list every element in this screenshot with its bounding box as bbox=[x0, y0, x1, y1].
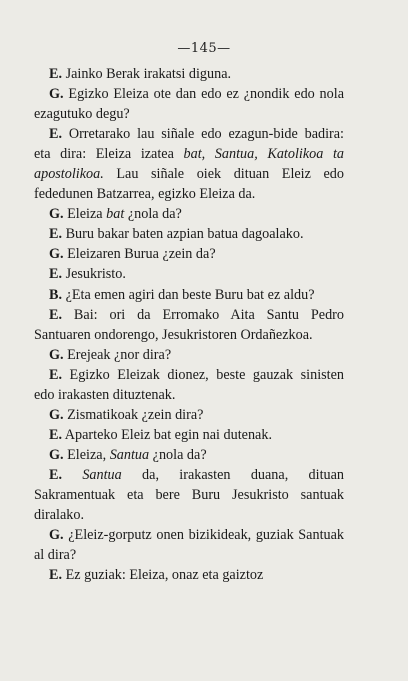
italic-text: bat bbox=[106, 206, 125, 223]
text-run: Jesukristo. bbox=[62, 266, 126, 283]
text-run: ¿Eta emen agiri dan beste Buru bat ez aldu? bbox=[62, 286, 315, 303]
text-run: Lau siñale oiek dituan Eleiz edo fededunen Batzarrea, egizko Eleiza da. bbox=[34, 166, 344, 203]
paragraph bbox=[34, 124, 344, 204]
speaker-label: E. bbox=[49, 266, 63, 283]
speaker-label: E. bbox=[49, 126, 63, 143]
text-run bbox=[323, 146, 333, 162]
text-run: Zismatikoak ¿zein dira? bbox=[63, 406, 204, 423]
speaker-label: E. bbox=[49, 366, 63, 383]
paragraph bbox=[34, 224, 344, 244]
page-text bbox=[34, 64, 344, 585]
text-run: Egizko Eleiza ote dan edo ez ¿nondik edo nola ezagutuko degu? bbox=[34, 86, 344, 123]
paragraph bbox=[34, 204, 344, 224]
italic-text: Santua bbox=[109, 446, 150, 463]
text-run: Jainko Berak irakatsi diguna. bbox=[62, 66, 232, 82]
italic-text: Santua bbox=[82, 466, 122, 483]
speaker-label: E. bbox=[49, 426, 63, 443]
speaker-label: E. bbox=[49, 306, 63, 323]
speaker-label: G. bbox=[49, 206, 64, 223]
text-run: Buru bakar baten azpian batua dagoalako. bbox=[62, 226, 304, 243]
paragraph bbox=[34, 445, 344, 465]
text-run: Eleiza bbox=[63, 206, 107, 223]
paragraph bbox=[34, 285, 344, 305]
speaker-label: G. bbox=[49, 406, 64, 423]
text-run: Erejeak ¿nor dira? bbox=[63, 346, 172, 363]
page-number: —145— bbox=[177, 41, 231, 56]
speaker-label: G. bbox=[49, 527, 64, 544]
paragraph bbox=[34, 465, 344, 525]
italic-text: ta apostolikoa. bbox=[34, 146, 345, 183]
text-run: Orretarako lau siñale edo ezagun-bide badira: eta dira: Eleiza izatea bbox=[34, 126, 344, 163]
speaker-label: G. bbox=[49, 246, 64, 263]
speaker-label: B. bbox=[49, 286, 63, 303]
text-run: ¿Eleiz-gorputz onen bizikideak, guziak Santuak al dira? bbox=[34, 527, 344, 564]
paragraph bbox=[34, 425, 344, 445]
text-run: ¿nola da? bbox=[149, 446, 207, 463]
text-run bbox=[62, 467, 82, 483]
paragraph bbox=[34, 525, 344, 565]
speaker-label: G. bbox=[49, 86, 64, 103]
paragraph bbox=[34, 405, 344, 425]
paragraph bbox=[34, 264, 344, 284]
paragraph bbox=[34, 565, 344, 585]
speaker-label: E. bbox=[49, 226, 63, 243]
text-run: Ez guziak: Eleiza, onaz eta gaiztoz bbox=[62, 567, 264, 584]
speaker-label: E. bbox=[49, 466, 63, 483]
speaker-label: G. bbox=[49, 446, 64, 463]
paragraph bbox=[34, 244, 344, 264]
text-run: da, irakasten duana, dituan Sakramentuak eta bere Buru Jesukristo santuak diralako. bbox=[34, 466, 345, 524]
paragraph bbox=[34, 64, 344, 84]
text-run: Eleizaren Burua ¿zein da? bbox=[63, 246, 216, 263]
speaker-label: E. bbox=[49, 567, 63, 584]
italic-text: bat, Santua, Katolikoa bbox=[183, 146, 324, 163]
text-run: Egizko Eleizak dionez, beste gauzak sinisten edo irakasten dituztenak. bbox=[34, 366, 344, 403]
paragraph bbox=[34, 345, 344, 365]
paragraph bbox=[34, 84, 344, 124]
paragraph bbox=[34, 305, 344, 345]
text-run: Bai: ori da Erromako Aita Santu Pedro Santuaren ondorengo, Jesukristoren Ordañezkoa. bbox=[34, 306, 344, 343]
text-run: ¿nola da? bbox=[124, 206, 182, 223]
text-run: Aparteko Eleiz bat egin nai dutenak. bbox=[62, 426, 272, 443]
speaker-label: G. bbox=[49, 346, 64, 363]
paragraph bbox=[34, 365, 344, 405]
text-run: Eleiza, bbox=[63, 446, 110, 463]
speaker-label: E. bbox=[49, 66, 63, 82]
